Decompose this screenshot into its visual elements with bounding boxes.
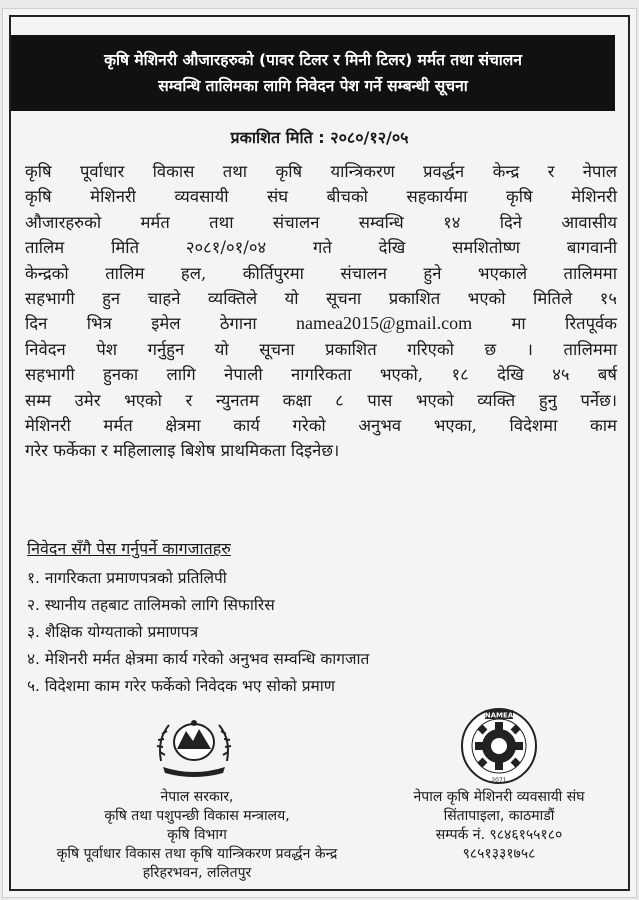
- notice-sheet: [2, 8, 637, 898]
- nepal-government-emblem-icon: [153, 709, 235, 779]
- body-line: कृषि मेशिनरी व्यवसायी संघ बीचको सहकार्यमा कृषि मेशिनरी: [25, 187, 617, 207]
- body-line: सम्म उमेर भएको र न्युनतम कक्षा ८ पास भएको व्यक्ति हुनु पर्नेछ।: [25, 390, 617, 410]
- namea-logo-year: 2071: [491, 777, 507, 784]
- body-line: गरेर फर्केका र महिलालाइ बिशेष प्राथमिकता दिइनेछ।: [25, 441, 340, 461]
- namea-gear-logo-icon: [459, 706, 539, 786]
- signatory-namea: [363, 788, 635, 864]
- list-item: २. स्थानीय तहबाट तालिमको लागि सिफारिस: [27, 596, 275, 614]
- notice-title-line-2: सम्वन्धि तालिमका लागि निवेदन पेश गर्ने सम्बन्धी सूचना: [158, 77, 468, 95]
- body-line: सहभागी हुन चाहने व्यक्तिले यो सूचना प्रकाशित भएको मितिले १५: [25, 289, 617, 309]
- body-line-fragment: मा रितपूर्वक: [511, 314, 617, 334]
- documents-list: [27, 565, 369, 700]
- body-line: मेशिनरी मर्मत क्षेत्रमा कार्य गरेको अनुभव भएका, विदेशमा काम: [25, 416, 617, 436]
- signatory-line: नेपाल कृषि मेशिनरी व्यवसायी संघ: [413, 789, 585, 805]
- body-line-fragment: दिन भित्र इमेल ठेगाना: [25, 314, 257, 334]
- list-item: ४. मेशिनरी मर्मत क्षेत्रमा कार्य गरेको अनुभव सम्वन्धि कागजात: [27, 650, 370, 668]
- signatory-line: ९८५१३३१७५८: [462, 846, 536, 862]
- body-line: सहभागी हुनका लागि नेपाली नागरिकता भएको, १८ देखि ४५ बर्ष: [25, 365, 617, 385]
- notice-body: [25, 159, 617, 464]
- signatory-line: सिंतापाइला, काठमाडौं: [443, 808, 555, 824]
- notice-title-banner: [11, 35, 615, 111]
- published-date: प्रकाशित मिति : २०८०/१२/०५: [230, 128, 409, 147]
- list-item: ३. शैक्षिक योग्यताको प्रमाणपत्र: [27, 623, 199, 641]
- body-line: औजारहरुको मर्मत तथा संचालन सम्वन्धि १४ दिने आवासीय: [25, 212, 617, 232]
- list-item: १. नागरिकता प्रमाणपत्रको प्रतिलिपी: [27, 569, 227, 587]
- body-line: निवेदन पेश गर्नुहुन यो सूचना प्रकाशित गरिएको छ । तालिममा: [25, 339, 617, 359]
- body-line: केन्द्रको तालिम हल, कीर्तिपुरमा संचालन हुने भएकाले तालिममा: [25, 263, 617, 283]
- namea-logo-text: NAMEA: [484, 711, 514, 720]
- signatory-line: कृषि विभाग: [167, 827, 227, 843]
- signatory-line: कृषि तथा पशुपन्छी विकास मन्त्रालय,: [104, 808, 290, 824]
- documents-heading: निवेदन सँगै पेस गर्नुपर्ने कागजातहरु: [27, 539, 231, 558]
- signatory-government: [11, 788, 383, 883]
- signatory-line: सम्पर्क नं. ९८४६१५५१८०: [435, 827, 563, 843]
- body-line-email: [25, 311, 617, 336]
- body-line: कृषि पूर्वाधार विकास तथा कृषि यान्त्रिकरण प्रवर्द्धन केन्द्र र नेपाल: [25, 162, 617, 181]
- signatory-line: हरिहरभवन, ललितपुर: [142, 865, 252, 881]
- signatory-line: कृषि पूर्वाधार विकास तथा कृषि यान्त्रिकरण प्रवर्द्धन केन्द्र: [56, 846, 338, 862]
- list-item: ५. विदेशमा काम गरेर फर्केको निवेदक भए सोको प्रमाण: [27, 677, 336, 695]
- email-address: namea2015@gmail.com: [296, 313, 473, 334]
- body-line: तालिम मिति २०८१/०१/०४ गते देखि समशितोष्ण बागवानी: [25, 238, 617, 258]
- notice-title-line-1: कृषि मेशिनरी औजारहरुको (पावर टिलर र मिनी टिलर) मर्मत तथा संचालन: [104, 51, 522, 69]
- signatory-line: नेपाल सरकार,: [160, 789, 234, 805]
